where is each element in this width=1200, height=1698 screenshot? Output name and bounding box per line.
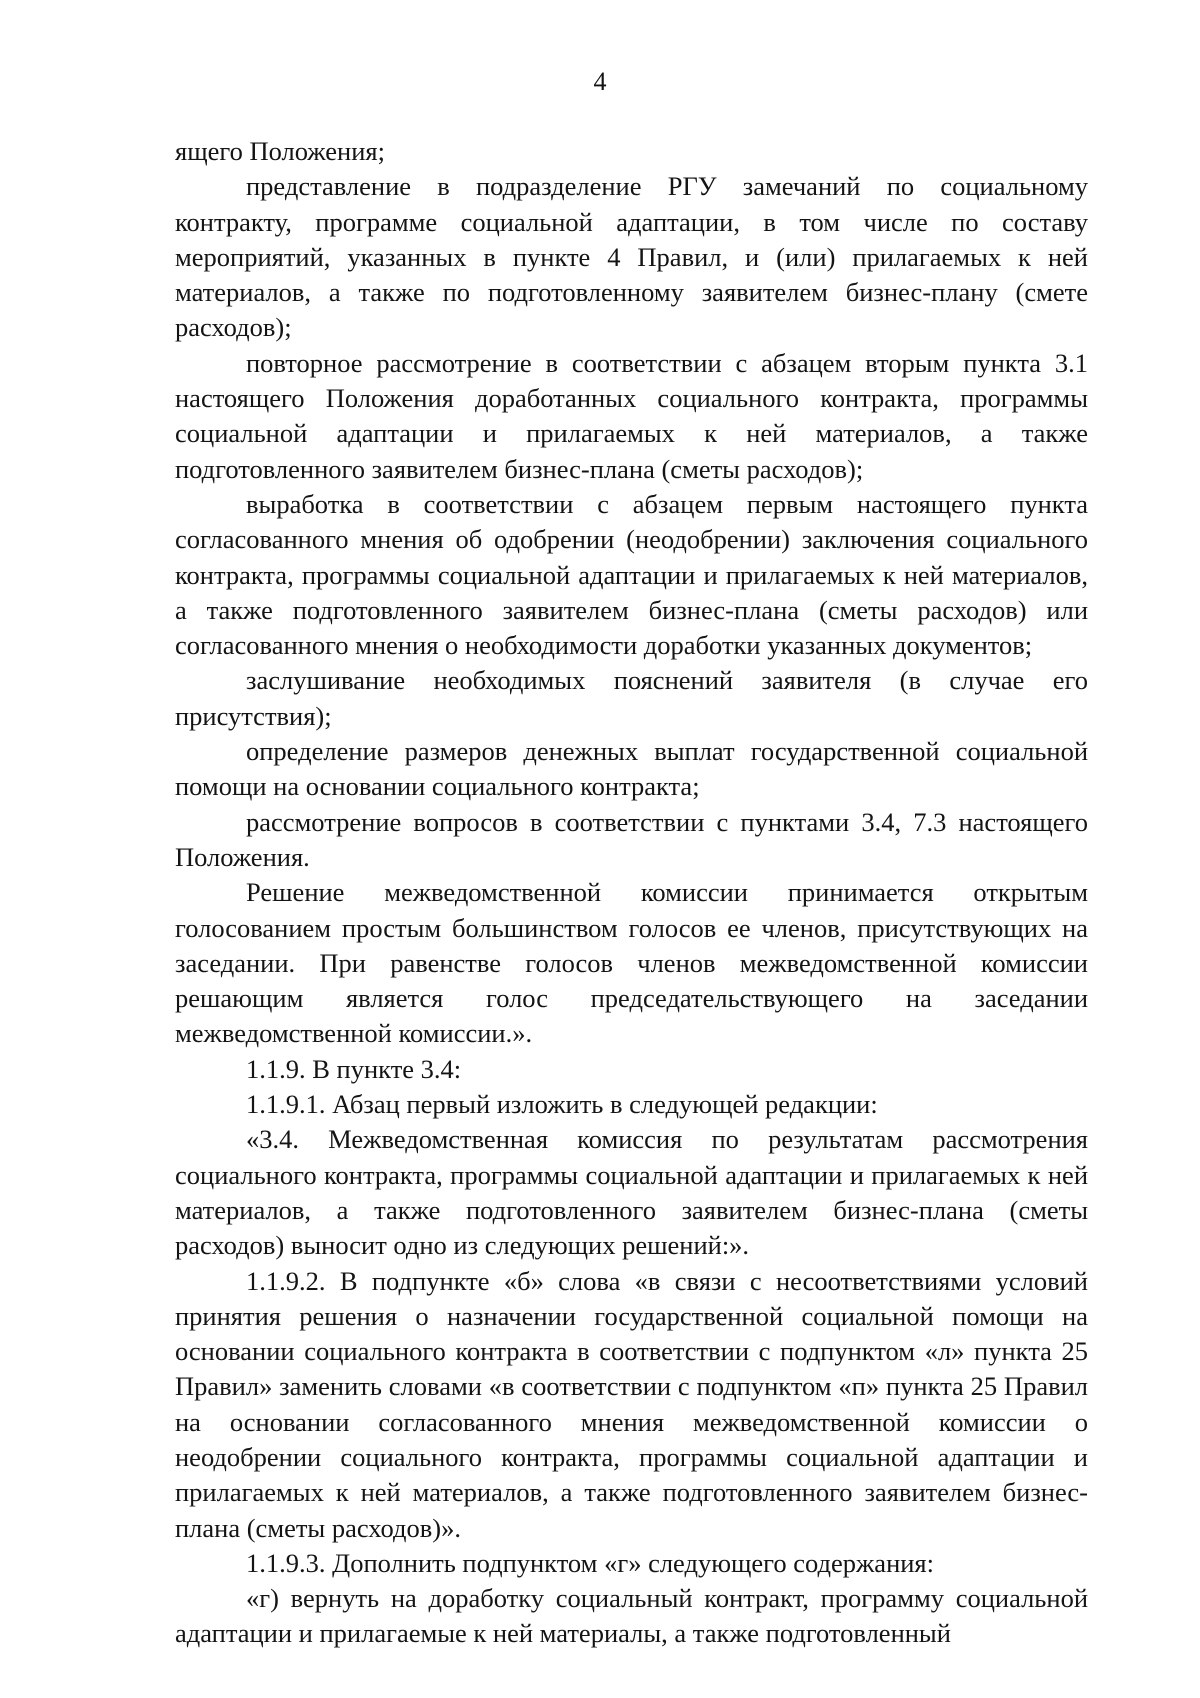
paragraph: Решение межведомственной комиссии принимается открытым голосованием простым большинством голосов ее членов, присутствующих на заседании. При равенстве голосов членов межведомственной комиссии решающим является голос председательствующего на заседании межведомственной комиссии.». [175, 877, 1088, 1049]
paragraph: выработка в соответствии с абзацем первым настоящего пункта согласованного мнения об одобрении (неодобрении) заключения социального контракта, программы социальной адаптации и прилагаемых к ней материалов, а также подготовленного заявителем бизнес-плана (сметы расходов) или согласованного мнения о необходимости доработки указанных документов; [175, 488, 1088, 661]
paragraph: рассмотрение вопросов в соответствии с пунктами 3.4, 7.3 настоящего Положения. [175, 806, 1088, 872]
paragraph: 1.1.9.3. Дополнить подпунктом «г» следующего содержания: [246, 1547, 934, 1578]
paragraph: представление в подразделение РГУ замечаний по социальному контракту, программе социальной адаптации, в том числе по составу мероприятий, указанных в пункте 4 Правил, и (или) прилагаемых к ней материалов, а также по подготовленному заявителем бизнес-плану (смете расходов); [175, 171, 1088, 343]
paragraph: ящего Положения; [175, 136, 385, 166]
document-body [175, 134, 1088, 1652]
paragraph: заслушивание необходимых пояснений заявителя (в случае его присутствия); [175, 665, 1088, 731]
paragraph: «г) вернуть на доработку социальный контракт, программу социальной адаптации и прилагаемые к ней материалы, а также подготовленный [175, 1583, 1088, 1649]
paragraph: определение размеров денежных выплат государственной социальной помощи на основании социального контракта; [175, 736, 1088, 802]
paragraph: 1.1.9. В пункте 3.4: [246, 1053, 462, 1084]
paragraph: повторное рассмотрение в соответствии с абзацем вторым пункта 3.1 настоящего Положения доработанных социального контракта, программы социальной адаптации и прилагаемых к ней материалов, а также подготовленного заявителем бизнес-плана (сметы расходов); [175, 347, 1088, 484]
paragraph: 1.1.9.2. В подпункте «б» слова «в связи с несоответствиями условий принятия решения о назначении государственной социальной помощи на основании социального контракта в соответствии с подпунктом «л» пункта 25 Правил» заменить словами «в соответствии с подпунктом «п» пункта 25 Правил на основании согласованного мнения межведомственной комиссии о неодобрении социального контракта, программы социальной адаптации и прилагаемых к ней материалов, а также подготовленного заявителем бизнес-плана (сметы расходов)». [175, 1265, 1088, 1543]
paragraph: «3.4. Межведомственная комиссия по результатам рассмотрения социального контракта, программы социальной адаптации и прилагаемых к ней материалов, а также подготовленного заявителем бизнес-плана (сметы расходов) выносит одно из следующих решений:». [175, 1124, 1088, 1261]
paragraph: 1.1.9.1. Абзац первый изложить в следующей редакции: [246, 1089, 878, 1120]
page-number: 4 [593, 67, 607, 96]
